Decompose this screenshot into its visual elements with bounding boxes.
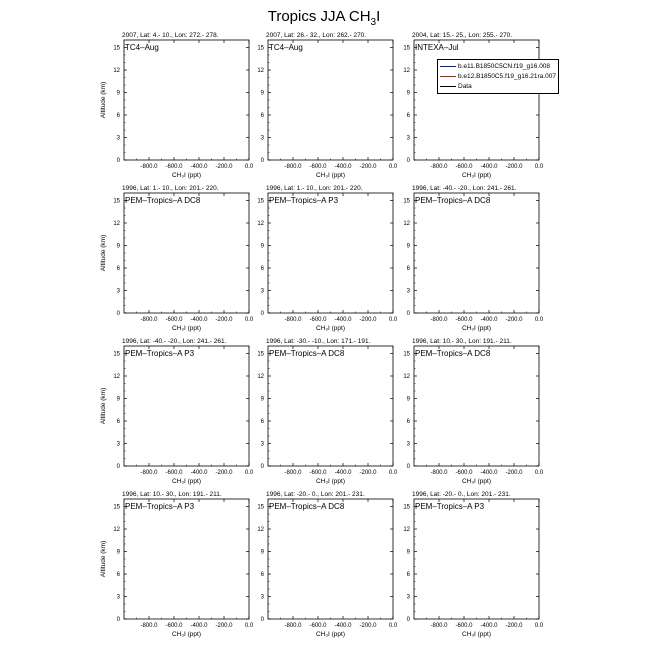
plot-frame — [124, 346, 249, 466]
x-tick-label: -800.0 — [140, 470, 158, 476]
x-tick-label: -800.0 — [140, 623, 158, 629]
panel-header: 1996, Lat: 1.- 10., Lon: 201.- 220. — [122, 185, 219, 192]
y-tick-label: 15 — [113, 45, 120, 52]
x-tick-label: -400.0 — [334, 164, 352, 170]
y-tick-label: 3 — [116, 288, 120, 295]
panel-header: 1996, Lat: -20.- 0., Lon: 201.- 231. — [266, 491, 365, 498]
x-tick-label: -600.0 — [165, 623, 183, 629]
y-tick-label: 9 — [406, 549, 410, 556]
y-tick-label: 9 — [260, 396, 264, 403]
y-tick-label: 15 — [113, 504, 120, 511]
panel-4 — [257, 185, 398, 332]
legend-line-1 — [440, 76, 456, 77]
x-tick-label: -200.0 — [359, 623, 377, 629]
x-axis-label: CH₃I (ppt) — [171, 172, 202, 179]
y-tick-label: 12 — [403, 221, 410, 227]
plot-frame — [124, 499, 249, 619]
y-tick-label: 3 — [260, 135, 264, 142]
y-tick-label: 6 — [116, 266, 120, 272]
x-tick-label: -600.0 — [455, 317, 473, 323]
plot-frame — [414, 346, 539, 466]
plot-frame — [268, 193, 393, 313]
y-tick-label: 3 — [406, 288, 410, 295]
x-axis-label: CH₃I (ppt) — [461, 172, 492, 179]
y-tick-label: 6 — [260, 266, 264, 272]
title-subscript: 3 — [370, 17, 377, 28]
y-tick-label: 15 — [113, 351, 120, 358]
x-tick-label: 0.0 — [388, 164, 398, 170]
x-tick-label: -200.0 — [359, 317, 377, 323]
x-tick-label: -400.0 — [190, 164, 208, 170]
y-tick-label: 3 — [260, 594, 264, 601]
y-tick-label: 6 — [260, 572, 264, 578]
x-tick-label: -200.0 — [505, 623, 523, 629]
y-tick-label: 0 — [116, 617, 120, 623]
y-tick-label: 0 — [406, 311, 410, 317]
y-tick-label: 12 — [257, 527, 264, 533]
y-tick-label: 6 — [116, 113, 120, 119]
y-tick-label: 3 — [406, 441, 410, 448]
plot-frame — [414, 40, 539, 160]
panel-10 — [257, 491, 398, 638]
x-axis-label: CH₃I (ppt) — [461, 478, 492, 485]
x-tick-label: 0.0 — [244, 470, 254, 476]
x-tick-label: -400.0 — [480, 317, 498, 323]
y-tick-label: 9 — [116, 396, 120, 403]
x-tick-label: 0.0 — [388, 470, 398, 476]
legend-label-1: b.e12.B1850C5.f19_g16.21ra.007 — [458, 73, 556, 80]
campaign-label: TC4–Aug — [269, 43, 303, 52]
legend-line-0 — [440, 66, 456, 67]
y-tick-label: 15 — [403, 198, 410, 205]
campaign-label: TC4–Aug — [125, 43, 159, 52]
y-tick-label: 6 — [116, 572, 120, 578]
panel-3 — [100, 185, 254, 332]
x-tick-label: 0.0 — [534, 317, 544, 323]
x-tick-label: -400.0 — [190, 317, 208, 323]
x-tick-label: 0.0 — [244, 317, 254, 323]
x-tick-label: -200.0 — [215, 317, 233, 323]
y-tick-label: 0 — [260, 464, 264, 470]
title-tail: I — [376, 8, 381, 25]
y-tick-label: 12 — [113, 221, 120, 227]
y-tick-label: 3 — [406, 594, 410, 601]
y-tick-label: 3 — [116, 135, 120, 142]
panel-header: 1996, Lat: -20.- 0., Lon: 201.- 231. — [412, 491, 511, 498]
x-tick-label: -400.0 — [480, 164, 498, 170]
x-tick-label: 0.0 — [244, 164, 254, 170]
panel-9 — [100, 491, 254, 638]
x-tick-label: -400.0 — [190, 623, 208, 629]
y-tick-label: 0 — [260, 158, 264, 164]
x-axis-label: CH₃I (ppt) — [171, 325, 202, 332]
campaign-label: PEM–Tropics–A P3 — [125, 502, 195, 511]
y-axis-label: Altitude (km) — [100, 387, 107, 425]
y-tick-label: 6 — [406, 113, 410, 119]
x-tick-label: -200.0 — [359, 164, 377, 170]
panel-7 — [257, 338, 398, 485]
y-tick-label: 15 — [257, 504, 264, 511]
y-tick-label: 0 — [260, 617, 264, 623]
y-tick-label: 0 — [116, 464, 120, 470]
y-tick-label: 6 — [260, 113, 264, 119]
panel-0 — [100, 32, 254, 179]
y-tick-label: 9 — [406, 396, 410, 403]
y-tick-label: 6 — [260, 419, 264, 425]
y-tick-label: 3 — [116, 594, 120, 601]
y-axis-label: Altitude (km) — [100, 234, 107, 272]
legend-line-2 — [440, 86, 456, 87]
legend-label-2: Data — [458, 83, 472, 90]
y-tick-label: 9 — [116, 549, 120, 556]
campaign-label: PEM–Tropics–A P3 — [415, 502, 485, 511]
x-tick-label: -800.0 — [284, 317, 302, 323]
x-tick-label: 0.0 — [534, 623, 544, 629]
y-tick-label: 6 — [406, 572, 410, 578]
y-tick-label: 3 — [406, 135, 410, 142]
y-tick-label: 12 — [113, 374, 120, 380]
x-tick-label: -600.0 — [309, 317, 327, 323]
x-tick-label: -800.0 — [430, 623, 448, 629]
y-tick-label: 6 — [406, 419, 410, 425]
x-tick-label: -600.0 — [165, 317, 183, 323]
y-tick-label: 15 — [257, 45, 264, 52]
campaign-label: PEM–Tropics–A DC8 — [269, 502, 345, 511]
panel-header: 1996, Lat: -40.- -20., Lon: 241.- 261. — [122, 338, 227, 345]
plot-frame — [124, 193, 249, 313]
x-tick-label: -200.0 — [505, 164, 523, 170]
x-tick-label: -200.0 — [215, 623, 233, 629]
x-tick-label: 0.0 — [388, 317, 398, 323]
y-tick-label: 15 — [403, 351, 410, 358]
y-tick-label: 12 — [113, 527, 120, 533]
title-text: Tropics JJA CH — [267, 8, 371, 25]
y-tick-label: 0 — [260, 311, 264, 317]
x-axis-label: CH₃I (ppt) — [315, 478, 346, 485]
y-tick-label: 15 — [403, 504, 410, 511]
x-tick-label: -800.0 — [284, 164, 302, 170]
x-tick-label: -600.0 — [309, 470, 327, 476]
legend-entry-0 — [440, 62, 558, 71]
panel-2 — [403, 32, 544, 179]
x-tick-label: -800.0 — [430, 470, 448, 476]
panel-header: 1996, Lat: 1.- 10., Lon: 201.- 220. — [266, 185, 363, 192]
panel-header: 2007, Lat: 26.- 32., Lon: 262.- 270. — [266, 32, 367, 39]
x-tick-label: -200.0 — [505, 317, 523, 323]
y-tick-label: 9 — [260, 549, 264, 556]
y-tick-label: 12 — [257, 68, 264, 74]
x-tick-label: -800.0 — [430, 164, 448, 170]
campaign-label: PEM–Tropics–A DC8 — [125, 196, 201, 205]
campaign-label: PEM–Tropics–A P3 — [125, 349, 195, 358]
x-axis-label: CH₃I (ppt) — [461, 631, 492, 638]
y-tick-label: 0 — [116, 311, 120, 317]
campaign-label: PEM–Tropics–A DC8 — [269, 349, 345, 358]
y-tick-label: 0 — [406, 617, 410, 623]
x-tick-label: 0.0 — [534, 164, 544, 170]
x-axis-label: CH₃I (ppt) — [171, 631, 202, 638]
x-tick-label: -800.0 — [284, 470, 302, 476]
y-tick-label: 9 — [116, 90, 120, 97]
y-tick-label: 12 — [257, 374, 264, 380]
x-tick-label: -400.0 — [334, 317, 352, 323]
x-tick-label: -800.0 — [140, 164, 158, 170]
x-tick-label: -800.0 — [284, 623, 302, 629]
plot-frame — [268, 499, 393, 619]
campaign-label: INTEXA–Jul — [415, 43, 459, 52]
campaign-label: PEM–Tropics–A P3 — [269, 196, 339, 205]
panel-5 — [403, 185, 544, 332]
plot-frame — [414, 193, 539, 313]
x-tick-label: 0.0 — [388, 623, 398, 629]
y-tick-label: 12 — [113, 68, 120, 74]
y-tick-label: 12 — [403, 68, 410, 74]
y-tick-label: 9 — [260, 243, 264, 250]
y-tick-label: 9 — [260, 90, 264, 97]
x-axis-label: CH₃I (ppt) — [315, 325, 346, 332]
x-axis-label: CH₃I (ppt) — [461, 325, 492, 332]
y-tick-label: 0 — [116, 158, 120, 164]
y-tick-label: 15 — [257, 198, 264, 205]
y-tick-label: 3 — [116, 441, 120, 448]
y-tick-label: 9 — [406, 243, 410, 250]
plot-frame — [124, 40, 249, 160]
panel-header: 1996, Lat: -30.- -10., Lon: 171.- 191. — [266, 338, 371, 345]
x-tick-label: -400.0 — [480, 470, 498, 476]
y-tick-label: 15 — [257, 351, 264, 358]
x-axis-label: CH₃I (ppt) — [315, 631, 346, 638]
x-tick-label: -600.0 — [455, 164, 473, 170]
x-tick-label: -600.0 — [165, 470, 183, 476]
y-tick-label: 9 — [116, 243, 120, 250]
panel-1 — [257, 32, 398, 179]
y-tick-label: 12 — [403, 374, 410, 380]
plot-frame — [268, 40, 393, 160]
plot-frame — [414, 499, 539, 619]
x-tick-label: -400.0 — [334, 470, 352, 476]
legend-entry-1 — [440, 72, 558, 81]
panel-header: 1996, Lat: 10.- 30., Lon: 191.- 211. — [122, 491, 222, 498]
campaign-label: PEM–Tropics–A DC8 — [415, 196, 491, 205]
x-tick-label: -600.0 — [309, 164, 327, 170]
x-tick-label: -400.0 — [334, 623, 352, 629]
y-axis-label: Altitude (km) — [100, 540, 107, 578]
y-tick-label: 3 — [260, 441, 264, 448]
x-tick-label: 0.0 — [534, 470, 544, 476]
legend-entry-2 — [440, 82, 558, 91]
x-tick-label: -200.0 — [215, 470, 233, 476]
y-tick-label: 3 — [260, 288, 264, 295]
x-tick-label: 0.0 — [244, 623, 254, 629]
y-tick-label: 9 — [406, 90, 410, 97]
x-axis-label: CH₃I (ppt) — [315, 172, 346, 179]
x-tick-label: -400.0 — [480, 623, 498, 629]
x-tick-label: -800.0 — [430, 317, 448, 323]
y-tick-label: 12 — [403, 527, 410, 533]
y-tick-label: 0 — [406, 464, 410, 470]
x-tick-label: -800.0 — [140, 317, 158, 323]
x-tick-label: -600.0 — [309, 623, 327, 629]
x-tick-label: -200.0 — [215, 164, 233, 170]
x-tick-label: -200.0 — [359, 470, 377, 476]
x-axis-label: CH₃I (ppt) — [171, 478, 202, 485]
campaign-label: PEM–Tropics–A DC8 — [415, 349, 491, 358]
legend-label-0: b.e11.B1850C5CN.f19_g16.008 — [458, 63, 551, 70]
panel-header: 2004, Lat: 15.- 25., Lon: 255.- 270. — [412, 32, 513, 39]
panel-6 — [100, 338, 254, 485]
x-tick-label: -400.0 — [190, 470, 208, 476]
panel-header: 2007, Lat: 4.- 10., Lon: 272.- 278. — [122, 32, 219, 39]
y-axis-label: Altitude (km) — [100, 81, 107, 119]
x-tick-label: -600.0 — [455, 470, 473, 476]
legend — [437, 59, 559, 94]
panel-header: 1996, Lat: 10.- 30., Lon: 191.- 211. — [412, 338, 512, 345]
x-tick-label: -200.0 — [505, 470, 523, 476]
y-tick-label: 0 — [406, 158, 410, 164]
panel-header: 1996, Lat: -40.- -20., Lon: 241.- 261. — [412, 185, 517, 192]
y-tick-label: 15 — [113, 198, 120, 205]
panel-8 — [403, 338, 544, 485]
y-tick-label: 6 — [116, 419, 120, 425]
panel-11 — [403, 491, 544, 638]
y-tick-label: 6 — [406, 266, 410, 272]
x-tick-label: -600.0 — [165, 164, 183, 170]
x-tick-label: -600.0 — [455, 623, 473, 629]
plot-frame — [268, 346, 393, 466]
y-tick-label: 12 — [257, 221, 264, 227]
y-tick-label: 15 — [403, 45, 410, 52]
